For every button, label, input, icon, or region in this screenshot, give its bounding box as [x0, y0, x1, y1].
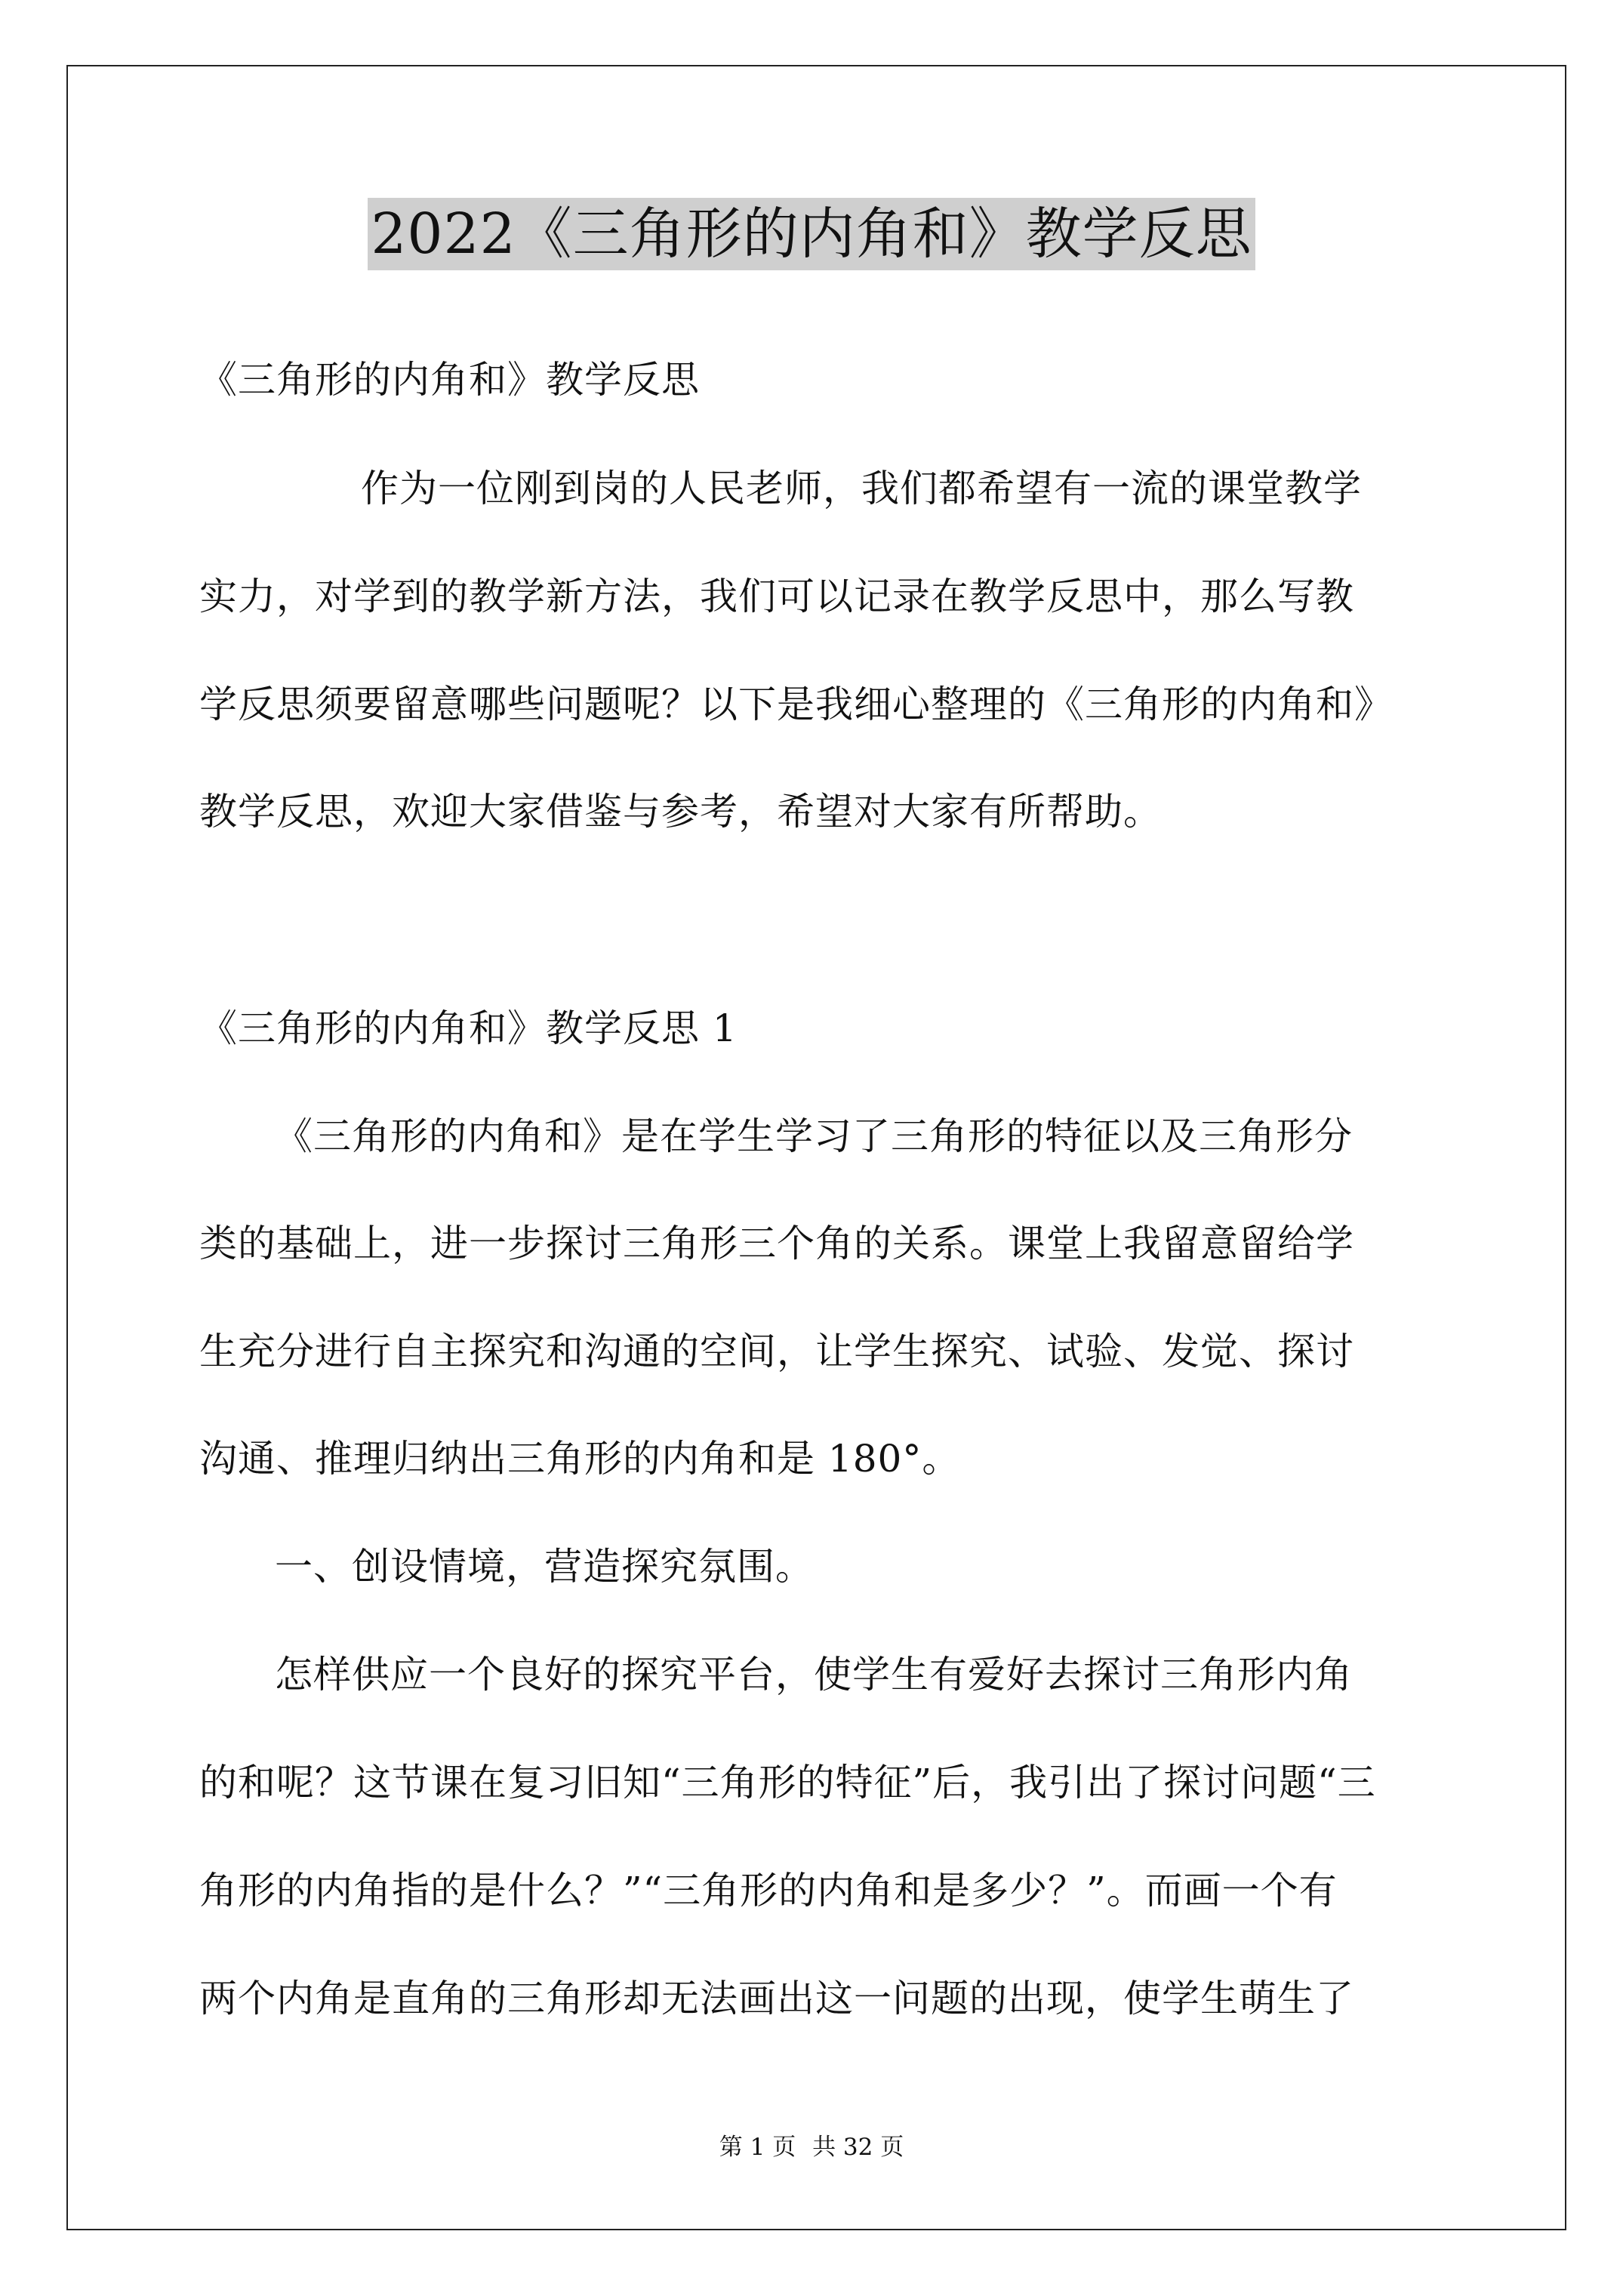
paragraph-line: 沟通、推理归纳出三角形的内角和是 180°。: [199, 1437, 961, 1481]
intro-line: 教学反思，欢迎大家借鉴与参考，希望对大家有所帮助。: [199, 790, 1162, 834]
paragraph-line: 的和呢？这节课在复习旧知“三角形的特征”后，我引出了探讨问题“三: [199, 1761, 1376, 1804]
intro-line: 作为一位刚到岗的人民老师，我们都希望有一流的课堂教学: [361, 467, 1362, 510]
paragraph-line: 类的基础上，进一步探讨三角形三个角的关系。课堂上我留意留给学: [199, 1222, 1354, 1265]
title-container: [0, 198, 1623, 270]
paragraph-line: 角形的内角指的是什么？”“三角形的内角和是多少？”。而画一个有: [199, 1869, 1338, 1912]
page-number: 第 1 页: [719, 2134, 796, 2161]
paragraph-line: 两个内角是直角的三角形却无法画出这一问题的出现，使学生萌生了: [199, 1977, 1354, 2020]
paragraph-line: 生充分进行自主探究和沟通的空间，让学生探究、试验、发觉、探讨: [199, 1330, 1354, 1373]
intro-line: 学反思须要留意哪些问题呢？以下是我细心整理的《三角形的内角和》: [199, 683, 1393, 726]
page-total: 共 32 页: [812, 2134, 904, 2161]
subtitle: 《三角形的内角和》教学反思: [199, 358, 700, 402]
page-footer: [0, 2132, 1623, 2162]
intro-line: 实力，对学到的教学新方法，我们可以记录在教学反思中，那么写教: [199, 575, 1354, 618]
point-heading: 一、创设情境，营造探究氛围。: [275, 1545, 814, 1589]
paragraph-line: 怎样供应一个良好的探究平台，使学生有爱好去探讨三角形内角: [275, 1653, 1353, 1697]
document-title: 2022《三角形的内角和》教学反思: [368, 198, 1255, 270]
paragraph-line: 《三角形的内角和》是在学生学习了三角形的特征以及三角形分: [275, 1114, 1353, 1158]
section-heading: 《三角形的内角和》教学反思 1: [199, 1006, 738, 1050]
